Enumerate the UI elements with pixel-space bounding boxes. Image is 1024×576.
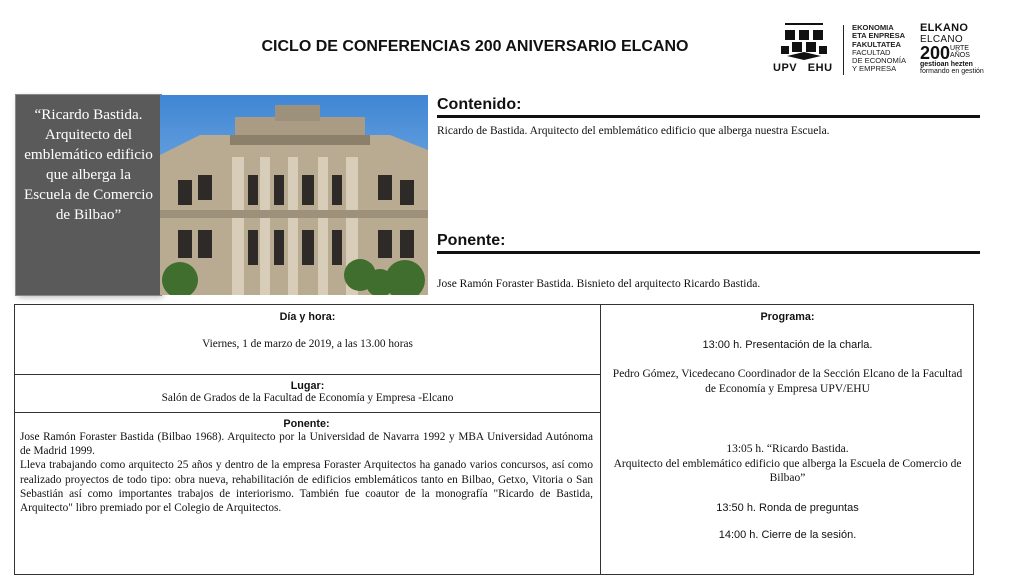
ponente-bio-2: Lleva trabajando como arquitecto 25 años y dentro de la empresa Foraster Arquitectos ha ganado varios concursos, así como realizado proyectos de todo tipo: obra nueva, rehabilitación de edificios emblemáticos tanto en Bilbao, Getxo, Vitoria o San Sebastián así como importantes trabajos de interiorismo. También fue coautor de la monografía "Ricardo de Bastida, Arquitecto" libro premiado por el Colegio de Arquitectos. — [20, 459, 593, 515]
contenido-heading: Contenido: — [437, 96, 522, 113]
ponente-label: Ponente: — [283, 418, 330, 430]
dia-cell — [15, 311, 600, 350]
ponente-text: Jose Ramón Foraster Bastida. Bisnieto del arquitecto Ricardo Bastida. — [437, 278, 761, 290]
programa-cell — [601, 311, 974, 541]
programa-item: Pedro Gómez, Vicedecano Coordinador de la Sección Elcano de la Facultad de Economía y Empresa UPV/EHU — [612, 368, 963, 395]
table-row-divider — [15, 412, 600, 413]
lugar-label: Lugar: — [290, 380, 325, 392]
ponente-cell — [20, 418, 593, 515]
faculty-logo-text: EKONOMIA ETA ENPRESA FAKULTATEA FACULTAD DE ECONOMÍA Y EMPRESA — [852, 23, 907, 74]
logo-divider — [843, 25, 844, 75]
programa-item: 13:05 h. “Ricardo Bastida. — [726, 443, 849, 455]
ponente-heading: Ponente: — [437, 232, 506, 249]
programa-item: 13:50 h. Ronda de preguntas — [716, 501, 859, 514]
table-row-divider — [15, 374, 600, 375]
contenido-rule — [437, 115, 980, 118]
programa-label: Programa: — [760, 311, 815, 323]
dia-value: Viernes, 1 de marzo de 2019, a las 13.00 horas — [202, 338, 413, 350]
programa-item: 14:00 h. Cierre de la sesión. — [718, 528, 857, 541]
ponente-bio-1: Jose Ramón Foraster Bastida (Bilbao 1968). Arquitecto por la Universidad de Navarra 1992 y MBA Universidad Autónoma de Madrid 1999. — [20, 431, 593, 458]
upv-ehu-label: UPV EHU — [773, 62, 833, 74]
ponente-rule — [437, 251, 980, 254]
programa-item: Arquitecto del emblemático edificio que alberga la Escuela de Comercio de Bilbao” — [613, 457, 962, 484]
programa-item: 13:00 h. Presentación de la charla. — [702, 339, 873, 351]
elkano-200-logo: ELKANO ELCANO 200URTE AÑOS gestioan hezten formando en gestión — [920, 22, 984, 75]
building-photo — [160, 95, 428, 295]
quote-text: “Ricardo Bastida. Arquitecto del emblemático edificio que alberga la Escuela de Comercio de Bilbao” — [23, 106, 154, 223]
info-table — [14, 304, 974, 575]
dia-label: Día y hora: — [279, 311, 336, 323]
lugar-cell — [15, 380, 600, 404]
quote-box — [16, 95, 161, 295]
contenido-text: Ricardo de Bastida. Arquitecto del emblemático edificio que alberga nuestra Escuela. — [437, 125, 830, 137]
page-title: CICLO DE CONFERENCIAS 200 ANIVERSARIO ELCANO — [261, 38, 689, 55]
lugar-value: Salón de Grados de la Facultad de Economía y Empresa -Elcano — [161, 392, 454, 404]
